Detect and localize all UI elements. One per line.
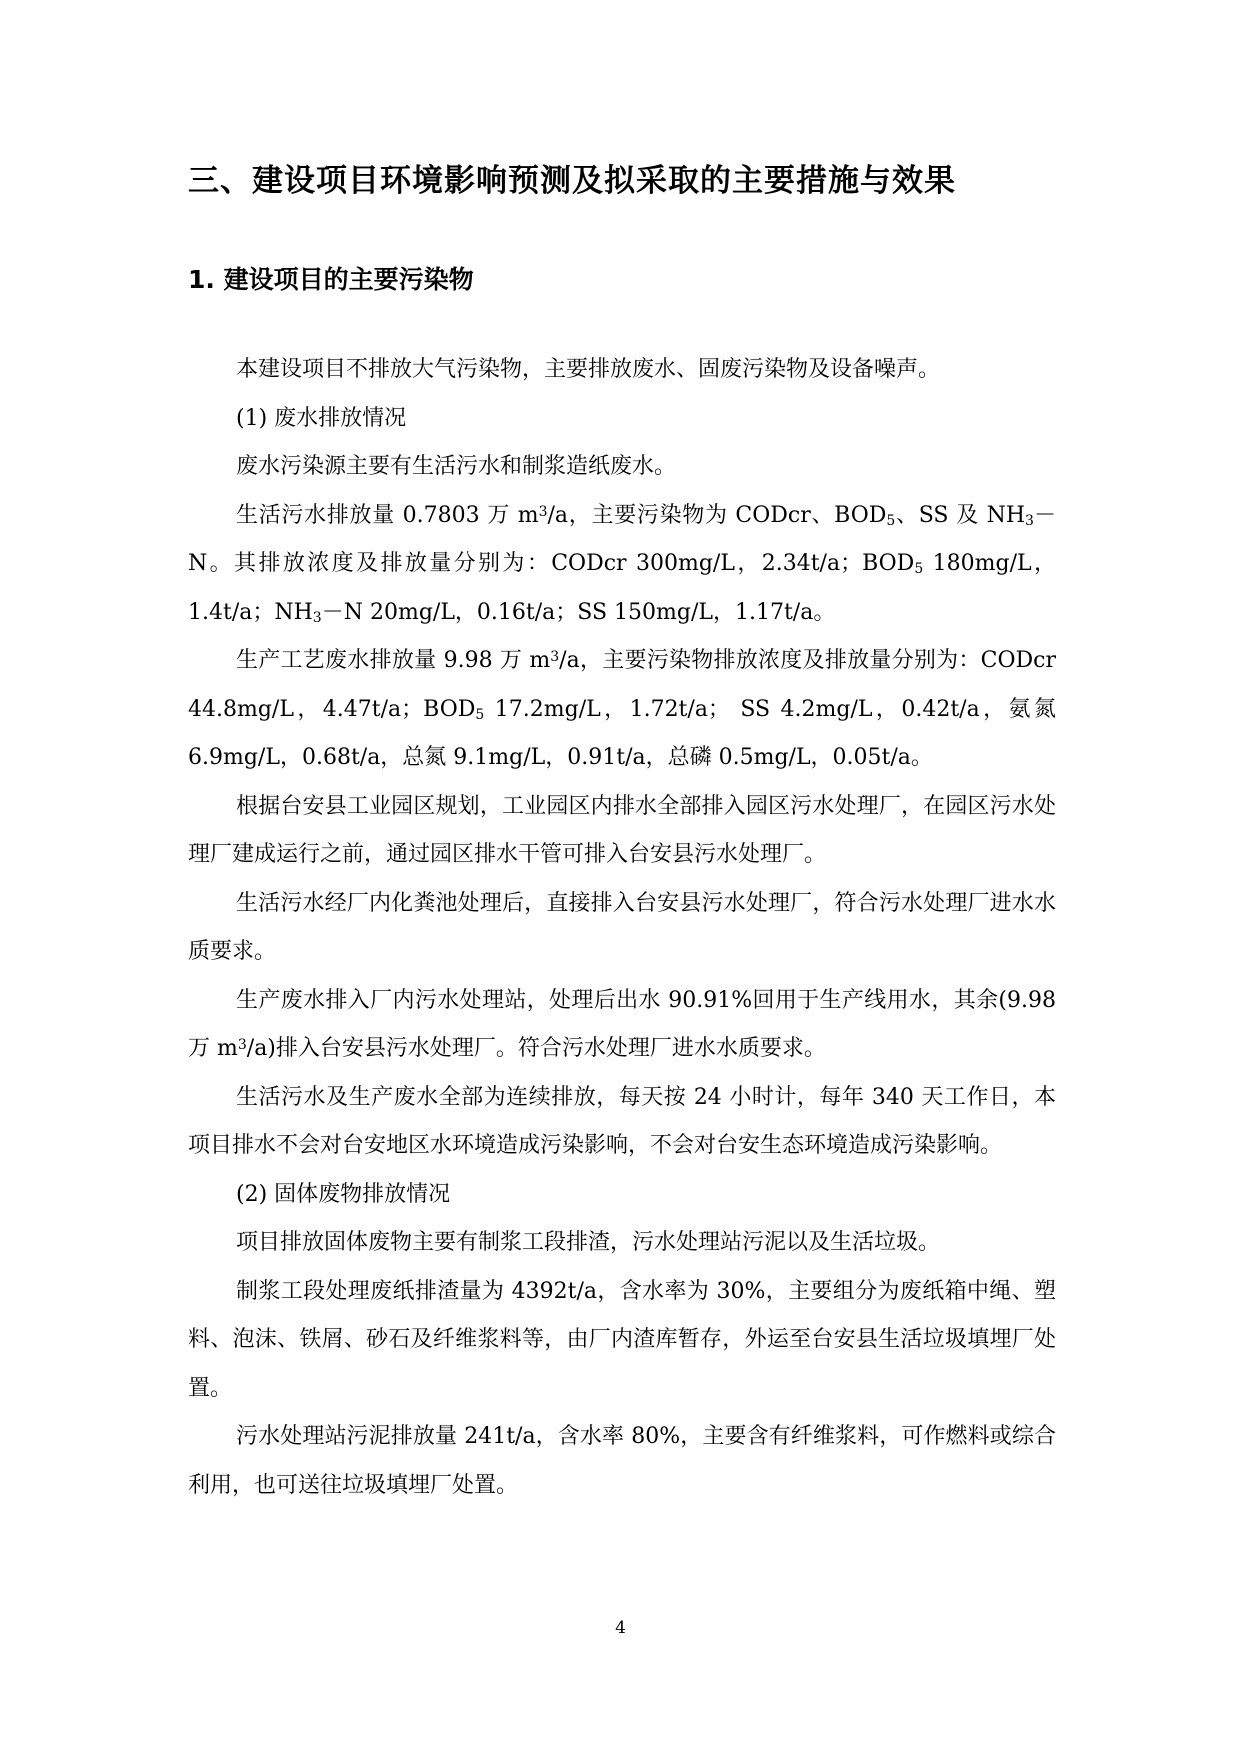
body-text: [188, 346, 1056, 1510]
paragraph: 本建设项目不排放大气污染物，主要排放废水、固废污染物及设备噪声。: [236, 357, 941, 382]
paragraph: 项目排放固体废物主要有制浆工段排渣，污水处理站污泥以及生活垃圾。: [236, 1230, 941, 1255]
text-run: /a)排入台安县污水处理厂。符合污水处理厂进水水质要求。: [246, 1036, 826, 1061]
subheading-solid-waste: (2) 固体废物排放情况: [236, 1181, 451, 1207]
paragraph: 根据台安县工业园区规划，工业园区内排水全部排入园区污水处理厂，在园区污水处理厂建成运行之前，通过园区排水干管可排入台安县污水处理厂。: [188, 793, 1056, 867]
subscript: 5: [886, 512, 896, 529]
text-run: /a，主要污染物为 CODcr、BOD: [547, 502, 887, 528]
subscript: 3: [312, 609, 322, 626]
paragraph-process-wastewater: [188, 637, 1056, 783]
paragraph: 污水处理站污泥排放量 241t/a，含水率 80%，主要含有纤维浆料，可作燃料或综合利用，也可送往垃圾填埋厂处置。: [188, 1424, 1056, 1498]
paragraph: 废水污染源主要有生活污水和制浆造纸废水。: [236, 454, 677, 479]
text-run: 17.2mg/L，1.72t/a； SS 4.2mg/L，0.42t/a，氨氮 6.9mg/L，0.68t/a，总氮 9.1mg/L，0.91t/a，总磷 0.5mg/L，0.05t/a。: [188, 696, 1056, 770]
subscript: 5: [914, 561, 924, 577]
section-heading: 1. 建设项目的主要污染物: [188, 265, 474, 294]
text-run: 180mg/L，1.4t/a；NH: [188, 551, 1056, 625]
subscript: 3: [1025, 512, 1034, 529]
superscript: 3: [550, 649, 560, 665]
paragraph-reuse: [188, 977, 1056, 1074]
text-run: 生活污水排放量 0.7803 万 m: [236, 502, 539, 528]
paragraph-domestic-sewage: [188, 492, 1056, 638]
text-run: 、SS 及 NH: [895, 502, 1026, 528]
text-run: /a，主要污染物排放浓度及排放量分别为：CODcr 44.8mg/L，4.47t/a；BOD: [188, 648, 1056, 722]
text-run: －N。其排放浓度及排放量分别为：CODcr 300mg/L，2.34t/a；BOD: [188, 502, 1056, 576]
subheading-wastewater: (1) 废水排放情况: [236, 405, 407, 431]
text-run: 生产废水排入厂内污水处理站，处理后出水 90.91%回用于生产线用水，其余(9.98 万 m: [188, 987, 1056, 1061]
text-run: －N 20mg/L，0.16t/a；SS 150mg/L，1.17t/a。: [321, 599, 836, 625]
paragraph: 生活污水及生产废水全部为连续排放，每天按 24 小时计，每年 340 天工作日，本项目排水不会对台安地区水环境造成污染影响，不会对台安生态环境造成污染影响。: [188, 1084, 1056, 1158]
page-title: 三、建设项目环境影响预测及拟采取的主要措施与效果: [188, 163, 956, 199]
subscript: 5: [475, 706, 485, 723]
page-number: 4: [615, 1618, 626, 1638]
paragraph: 生活污水经厂内化粪池处理后，直接排入台安县污水处理厂，符合污水处理厂进水水质要求。: [188, 890, 1056, 964]
superscript: 3: [237, 1037, 247, 1053]
text-run: 生产工艺废水排放量 9.98 万 m: [236, 648, 551, 673]
paragraph: 制浆工段处理废纸排渣量为 4392t/a，含水率为 30%，主要组分为废纸箱中绳、塑料、泡沫、铁屑、砂石及纤维浆料等，由厂内渣库暂存，外运至台安县生活垃圾填埋厂处置。: [188, 1278, 1056, 1401]
superscript: 3: [538, 503, 548, 520]
